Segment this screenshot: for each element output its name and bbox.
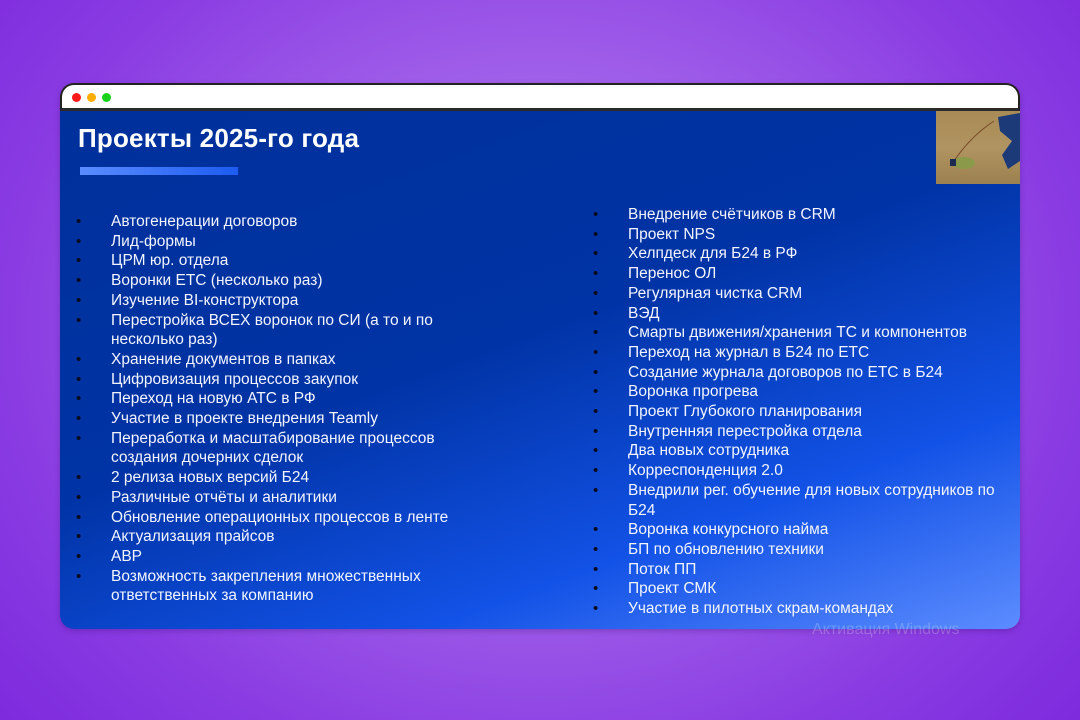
list-item: • Воронка конкурсного найма (578, 520, 1018, 540)
list-item: • Внутренняя перестройка отдела (578, 422, 1018, 442)
list-item: • Воронки ЕТС (несколько раз) (61, 271, 491, 291)
decorative-artwork-image (936, 111, 1020, 184)
list-item: • Хелпдеск для Б24 в РФ (578, 244, 1018, 264)
list-item: • Проект СМК (578, 579, 1018, 599)
list-item: • ЦРМ юр. отдела (61, 251, 491, 271)
list-item: • Воронка прогрева (578, 382, 1018, 402)
list-item: • Участие в проекте внедрения Teamly (61, 409, 491, 429)
list-item: • Участие в пилотных скрам-командах (578, 599, 1018, 619)
list-item: • Цифровизация процессов закупок (61, 370, 491, 390)
title-underline-accent (80, 167, 238, 175)
close-dot-icon[interactable] (72, 93, 81, 102)
list-item: • Различные отчёты и аналитики (61, 488, 491, 508)
list-item: • Смарты движения/хранения ТС и компонентов (578, 323, 1018, 343)
browser-window (60, 83, 1020, 638)
windows-activation-watermark: Активация Windows (812, 621, 960, 638)
list-item: • АВР (61, 547, 491, 567)
projects-list-left (61, 212, 491, 606)
list-item: • Обновление операционных процессов в ленте (61, 508, 491, 528)
maximize-dot-icon[interactable] (102, 93, 111, 102)
slide-title: Проекты 2025-го года (78, 123, 360, 153)
list-item: • Переход на журнал в Б24 по ЕТС (578, 343, 1018, 363)
minimize-dot-icon[interactable] (87, 93, 96, 102)
presentation-slide (60, 111, 1020, 638)
list-item: • Проект Глубокого планирования (578, 402, 1018, 422)
window-titlebar (60, 83, 1020, 111)
projects-list-right (578, 205, 1018, 619)
window-controls (72, 93, 111, 102)
list-item: • Проект NPS (578, 225, 1018, 245)
list-item: • Корреспонденция 2.0 (578, 461, 1018, 481)
list-item: • Поток ПП (578, 560, 1018, 580)
list-item: • Возможность закрепления множественных ответственных за компанию (61, 567, 491, 606)
list-item: • Переработка и масштабирование процессов создания дочерних сделок (61, 429, 491, 468)
list-item: • Автогенерации договоров (61, 212, 491, 232)
list-item: • Хранение документов в папках (61, 350, 491, 370)
list-item: • Внедрение счётчиков в CRM (578, 205, 1018, 225)
list-item: • Внедрили рег. обучение для новых сотрудников по Б24 (578, 481, 1018, 520)
list-item: • Регулярная чистка CRM (578, 284, 1018, 304)
list-item: • Лид-формы (61, 232, 491, 252)
list-item: • Актуализация прайсов (61, 527, 491, 547)
list-item: • Переход на новую АТС в РФ (61, 389, 491, 409)
list-item: • Два новых сотрудника (578, 441, 1018, 461)
list-item: • БП по обновлению техники (578, 540, 1018, 560)
list-item: • Перенос ОЛ (578, 264, 1018, 284)
list-item: • 2 релиза новых версий Б24 (61, 468, 491, 488)
list-item: • Перестройка ВСЕХ воронок по СИ (а то и по несколько раз) (61, 311, 491, 350)
list-item: • Изучение BI-конструктора (61, 291, 491, 311)
list-item: • Создание журнала договоров по ЕТС в Б24 (578, 363, 1018, 383)
list-item: • ВЭД (578, 304, 1018, 324)
